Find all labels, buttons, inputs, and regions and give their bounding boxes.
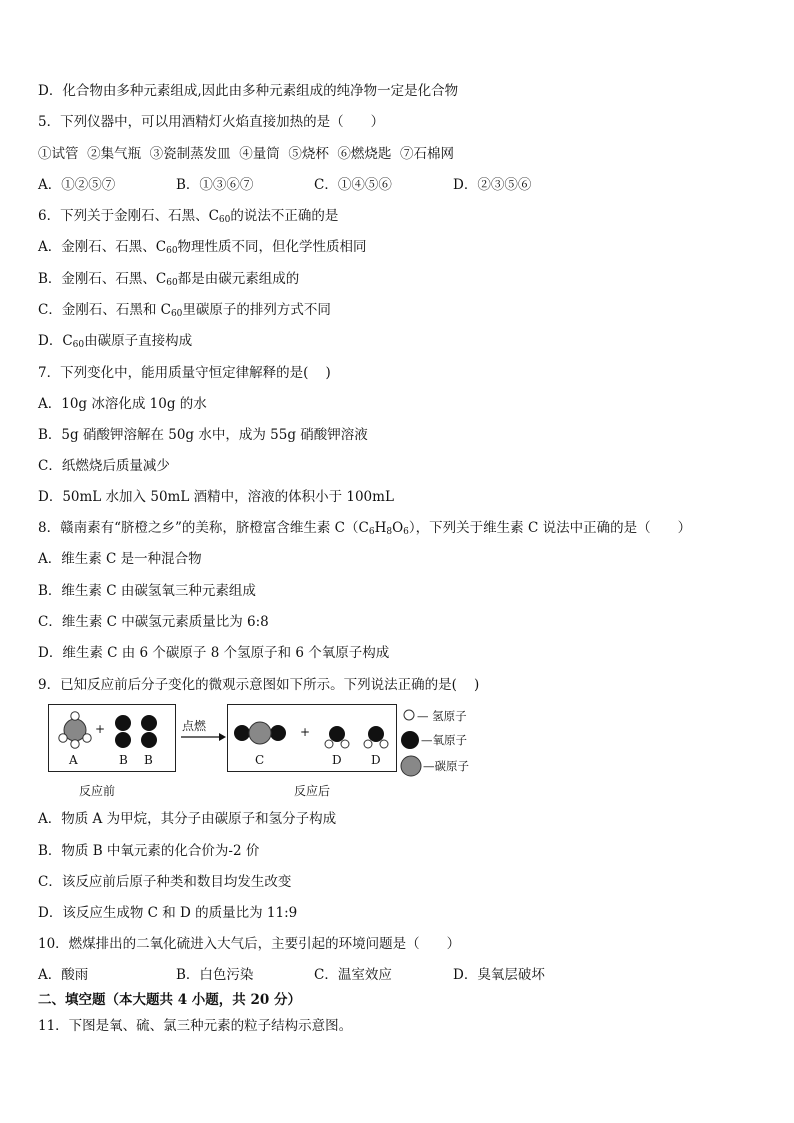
- q9-option-b: B．物质 B 中氧元素的化合价为-2 价: [38, 843, 260, 859]
- after-box: [227, 704, 397, 772]
- q10-option-c: C．温室效应: [314, 967, 392, 983]
- question-9: 9．已知反应前后分子变化的微观示意图如下所示。下列说法正确的是( ): [38, 677, 480, 693]
- q5-option-c: C．①④⑤⑥: [314, 177, 392, 193]
- legend-carbon-icon: [401, 756, 421, 776]
- q9-option-a: A．物质 A 为甲烷，其分子由碳原子和氢分子构成: [38, 811, 337, 827]
- label-d: D: [332, 753, 342, 767]
- q8-option-c: C．维生素 C 中碳氢元素质量比为 6:8: [38, 614, 269, 630]
- reaction-condition: 点燃: [182, 719, 207, 733]
- q5-option-d: D．②③⑤⑥: [453, 177, 532, 193]
- reactant-molecules: [49, 705, 175, 771]
- question-10: 10．燃煤排出的二氧化硫进入大气后，主要引起的环境问题是（ ）: [38, 936, 461, 952]
- label-a: A: [69, 753, 78, 767]
- hydrogen-atom: [380, 740, 388, 748]
- q10-option-d: D．臭氧层破坏: [453, 967, 545, 983]
- label-b: B: [144, 753, 153, 767]
- option-d-prev: D．化合物由多种元素组成,因此由多种元素组成的纯净物一定是化合物: [38, 83, 459, 99]
- legend-oxygen: —氧原子: [421, 733, 467, 747]
- legend-hydrogen: — 氢原子: [417, 709, 467, 723]
- hydrogen-atom: [59, 734, 67, 742]
- plus-sign: +: [95, 722, 106, 736]
- hydrogen-atom: [341, 740, 349, 748]
- q8-option-b: B．维生素 C 由碳氢氧三种元素组成: [38, 583, 256, 599]
- plus-sign: +: [300, 725, 311, 739]
- q7-option-b: B．5g 硝酸钾溶解在 50g 水中，成为 55g 硝酸钾溶液: [38, 427, 368, 443]
- q6-option-b: B．金刚石、石黑、$C_{60}$都是由碳元素组成的: [38, 271, 300, 288]
- label-b: B: [119, 753, 128, 767]
- legend-oxygen-icon: [401, 731, 419, 749]
- question-5: 5．下列仪器中，可以用酒精灯火焰直接加热的是（ ）: [38, 114, 385, 130]
- reaction-arrow-icon: [179, 732, 227, 742]
- question-6: 6．下列关于金刚石、石黑、$C_{60}$的说法不正确的是: [38, 208, 339, 225]
- legend-carbon: —碳原子: [423, 759, 469, 773]
- q7-option-a: A．10g 冰溶化成 10g 的水: [38, 396, 207, 412]
- label-d: D: [371, 753, 381, 767]
- caption-after: 反应后: [294, 784, 331, 798]
- q7-option-d: D．50mL 水加入 50mL 酒精中，溶液的体积小于 100mL: [38, 489, 394, 505]
- caption-before: 反应前: [79, 784, 116, 798]
- hydrogen-atom: [71, 740, 79, 748]
- q7-option-c: C．纸燃烧后质量减少: [38, 458, 170, 474]
- oxygen-atom: [115, 732, 131, 748]
- hydrogen-atom: [83, 734, 91, 742]
- q8-option-a: A．维生素 C 是一种混合物: [38, 551, 202, 567]
- q5-option-a: A．①②⑤⑦: [38, 177, 116, 193]
- legend-hydrogen-icon: [404, 710, 414, 720]
- q9-option-c: C．该反应前后原子种类和数目均发生改变: [38, 874, 292, 890]
- oxygen-atom: [115, 715, 131, 731]
- q6-option-d: D．$C_{60}$由碳原子直接构成: [38, 333, 193, 350]
- legend: [400, 708, 490, 788]
- q10-option-b: B．白色污染: [176, 967, 254, 983]
- question-7: 7．下列变化中，能用质量守恒定律解释的是( ): [38, 365, 331, 381]
- oxygen-atom: [141, 732, 157, 748]
- hydrogen-atom: [71, 712, 79, 720]
- q6-option-c: C．金刚石、石黑和 $C_{60}$里碳原子的排列方式不同: [38, 302, 331, 319]
- carbon-atom: [249, 722, 271, 744]
- hydrogen-atom: [364, 740, 372, 748]
- q10-option-a: A．酸雨: [38, 967, 89, 983]
- question-5-items: ①试管 ②集气瓶 ③瓷制蒸发皿 ④量筒 ⑤烧杯 ⑥燃烧匙 ⑦石棉网: [38, 146, 454, 162]
- q9-option-d: D．该反应生成物 C 和 D 的质量比为 11:9: [38, 905, 298, 921]
- before-box: [48, 704, 176, 772]
- q5-option-b: B．①③⑥⑦: [176, 177, 254, 193]
- hydrogen-atom: [325, 740, 333, 748]
- label-c: C: [255, 753, 265, 767]
- oxygen-atom: [141, 715, 157, 731]
- oxygen-atom: [329, 726, 345, 742]
- oxygen-atom: [368, 726, 384, 742]
- oxygen-atom: [234, 725, 250, 741]
- question-11: 11．下图是氧、硫、氯三种元素的粒子结构示意图。: [38, 1018, 353, 1034]
- q8-option-d: D．维生素 C 由 6 个碳原子 8 个氢原子和 6 个氧原子构成: [38, 645, 390, 661]
- oxygen-atom: [270, 725, 286, 741]
- q6-option-a: A．金刚石、石黑、$C_{60}$物理性质不同，但化学性质相同: [38, 239, 367, 256]
- section-heading: 二、填空题（本大题共 4 小题，共 20 分）: [38, 992, 301, 1008]
- question-8: 8．赣南素有“脐橙之乡”的美称，脐橙富含维生素 $C(C_6H_8O_6)$，下列关于维生素 C 说法中正确的是（ ）: [38, 520, 692, 537]
